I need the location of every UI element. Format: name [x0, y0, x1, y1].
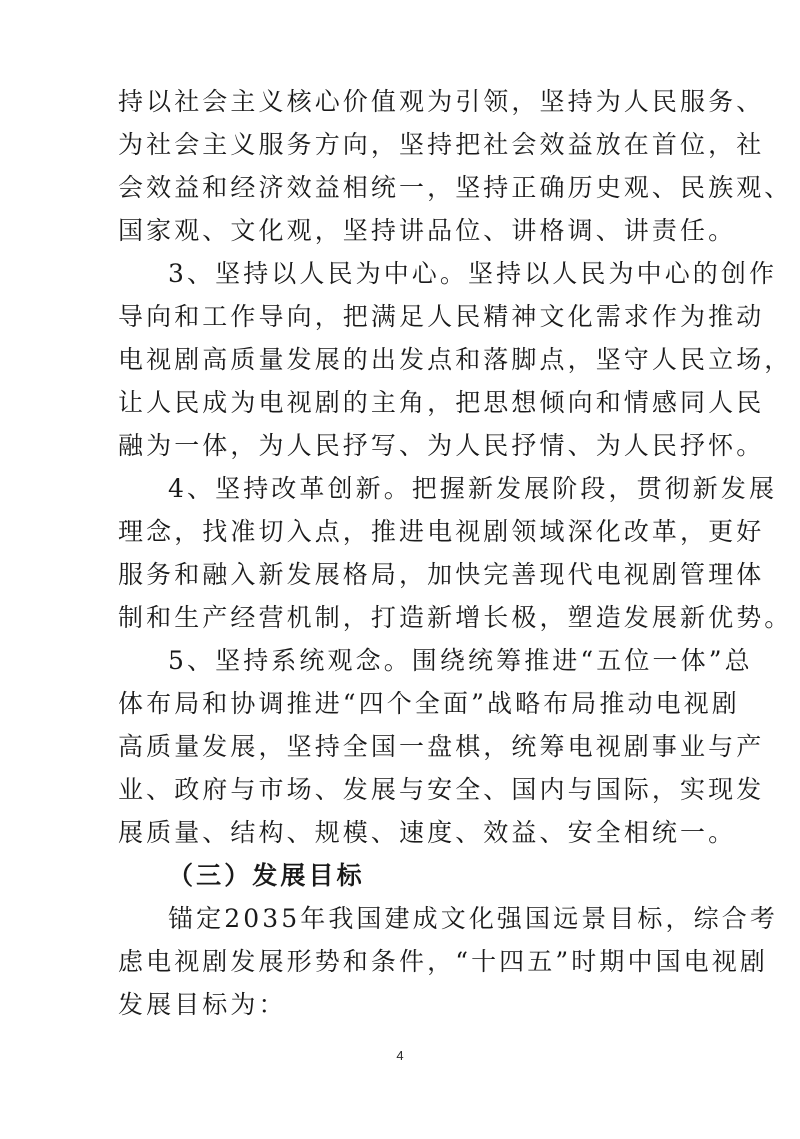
paragraph-goals-start: 锚定2035年我国建成文化强国远景目标，综合考: [168, 904, 778, 933]
text-line: 融为一体，为人民抒写、为人民抒情、为人民抒怀。: [118, 431, 765, 460]
text-line: 理念，找准切入点，推进电视剧领域深化改革，更好: [118, 517, 765, 546]
text-line: 虑电视剧发展形势和条件，“十四五”时期中国电视剧: [118, 947, 768, 976]
text-line: 展质量、结构、规模、速度、效益、安全相统一。: [118, 818, 737, 847]
text-line: 制和生产经营机制，打造新增长极，塑造发展新优势。: [118, 603, 793, 632]
paragraph-5-start: 5、坚持系统观念。围绕统筹推进“五位一体”总: [168, 646, 753, 675]
text-line: 会效益和经济效益相统一，坚持正确历史观、民族观、: [118, 173, 793, 202]
page-number: 4: [396, 1048, 404, 1063]
text-line: 持以社会主义核心价值观为引领，坚持为人民服务、: [118, 87, 765, 116]
paragraph-3-start: 3、坚持以人民为中心。坚持以人民为中心的创作: [168, 259, 778, 288]
text-line: 让人民成为电视剧的主角，把思想倾向和情感同人民: [118, 388, 765, 417]
text-line: 电视剧高质量发展的出发点和落脚点，坚守人民立场，: [118, 345, 793, 374]
text-line: 高质量发展，坚持全国一盘棋，统筹电视剧事业与产: [118, 732, 765, 761]
text-line: 业、政府与市场、发展与安全、国内与国际，实现发: [118, 775, 765, 804]
text-line: 导向和工作导向，把满足人民精神文化需求作为推动: [118, 302, 765, 331]
text-line: 国家观、文化观，坚持讲品位、讲格调、讲责任。: [118, 216, 737, 245]
text-line: 体布局和协调推进“四个全面”战略布局推动电视剧: [118, 689, 740, 718]
text-line: 发展目标为：: [118, 990, 287, 1019]
text-line: 为社会主义服务方向，坚持把社会效益放在首位，社: [118, 130, 765, 159]
paragraph-4-start: 4、坚持改革创新。把握新发展阶段，贯彻新发展: [168, 474, 778, 503]
section-heading: （三）发展目标: [168, 861, 365, 890]
text-line: 服务和融入新发展格局，加快完善现代电视剧管理体: [118, 560, 765, 589]
